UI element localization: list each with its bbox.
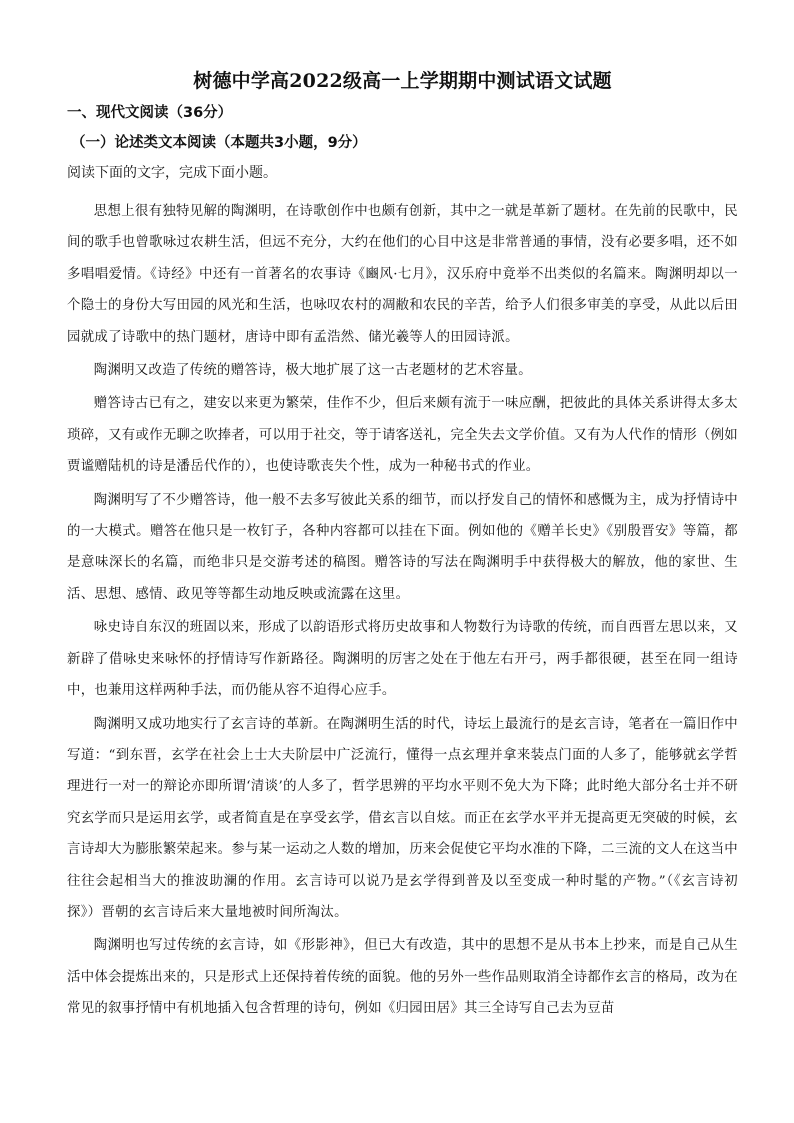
passage-paragraph: 陶渊明写了不少赠答诗，他一般不去多写彼此关系的细节，而以抒发自己的情怀和感慨为主，成为抒情诗中的一大模式。赠答在他只是一枚钉子，各种内容都可以挂在下面。例如他的《赠羊长史》《别殷晋安》等篇，都是意味深长的名篇，而绝非只是交游考述的稿图。赠答诗的写法在陶渊明手中获得极大的解放，他的家世、生活、思想、感情、政见等等都生动地反映或流露在这里。 (67, 492, 738, 602)
reading-passage (67, 196, 738, 1025)
passage-paragraph: 咏史诗自东汉的班固以来，形成了以韵语形式将历史故事和人物数行为诗歌的传统，而自西晋左思以来，又新辟了借咏史来咏怀的抒情诗写作新路径。陶渊明的厉害之处在于他左右开弓，两手都很硬，甚至在同一组诗中，也兼用这样两种手法，而仍能从容不迫得心应手。 (67, 620, 738, 699)
reading-instruction: 阅读下面的文字，完成下面小题。 (67, 165, 277, 181)
passage-paragraph: 陶渊明又改造了传统的赠答诗，极大地扩展了这一古老题材的艺术容量。 (93, 363, 532, 379)
section-heading-modern-reading: 一、现代文阅读（36分） (67, 105, 233, 121)
document-title: 树德中学高2022级高一上学期期中测试语文试题 (193, 70, 612, 92)
sub-heading-argumentative-reading: （一）论述类文本阅读（本题共3小题，9分） (71, 135, 367, 151)
passage-paragraph: 陶渊明又成功地实行了玄言诗的革新。在陶渊明生活的时代，诗坛上最流行的是玄言诗，笔者在一篇旧作中写道：“到东晋，玄学在社会上士大夫阶层中广泛流行，懂得一点玄理并拿来装点门面的人多了，能够就玄学哲理进行一对一的辩论亦即所谓‘清谈’的人多了，哲学思辨的平均水平则不免大为下降；此时绝大部分名士并不研究玄学而只是运用玄学，或者简直是在享受玄学，借玄言以自炫。而正在玄学水平并无提高更无突破的时候，玄言诗却大为膨胀繁荣起来。参与某一运动之人数的增加，历来会促使它平均水准的下降，二三流的文人在这当中往往会起相当大的推波助澜的作用。玄言诗可以说乃是玄学得到普及以至变成一种时髦的产物。”（《玄言诗初探》）晋朝的玄言诗后来大量地被时间所淘汰。 (67, 716, 738, 920)
passage-paragraph: 陶渊明也写过传统的玄言诗，如《形影神》，但已大有改造，其中的思想不是从书本上抄来，而是自己从生活中体会提炼出来的，只是形式上还保持着传统的面貌。他的另外一些作品则取消全诗都作玄言的格局，改为在常见的叙事抒情中有机地插入包含哲理的诗句，例如《归园田居》其三全诗写自己去为豆苗 (67, 938, 738, 1017)
passage-paragraph: 赠答诗古已有之，建安以来更为繁荣，佳作不少，但后来颇有流于一味应酬，把彼此的具体关系讲得太多太琐碎，又有或作无聊之吹捧者，可以用于社交，等于请客送礼，完全失去文学价值。又有为人代作的情形（例如贾谧赠陆机的诗是潘岳代作的），也使诗歌丧失个性，成为一种秘书式的作业。 (67, 396, 738, 475)
passage-paragraph: 思想上很有独特见解的陶渊明，在诗歌创作中也颇有创新，其中之一就是革新了题材。在先前的民歌中，民间的歌手也曾歌咏过农耕生活，但远不充分，大约在他们的心目中这是非常普通的事情，没有必要多唱，还不如多唱唱爱情。《诗经》中还有一首著名的农事诗《豳风·七月》，汉乐府中竟举不出类似的名篇来。陶渊明却以一个隐士的身份大写田园的风光和生活，也咏叹农村的凋敝和农民的辛苦，给予人们很多审美的享受，从此以后田园就成了诗歌中的热门题材，唐诗中即有孟浩然、储光羲等人的田园诗派。 (67, 204, 738, 345)
